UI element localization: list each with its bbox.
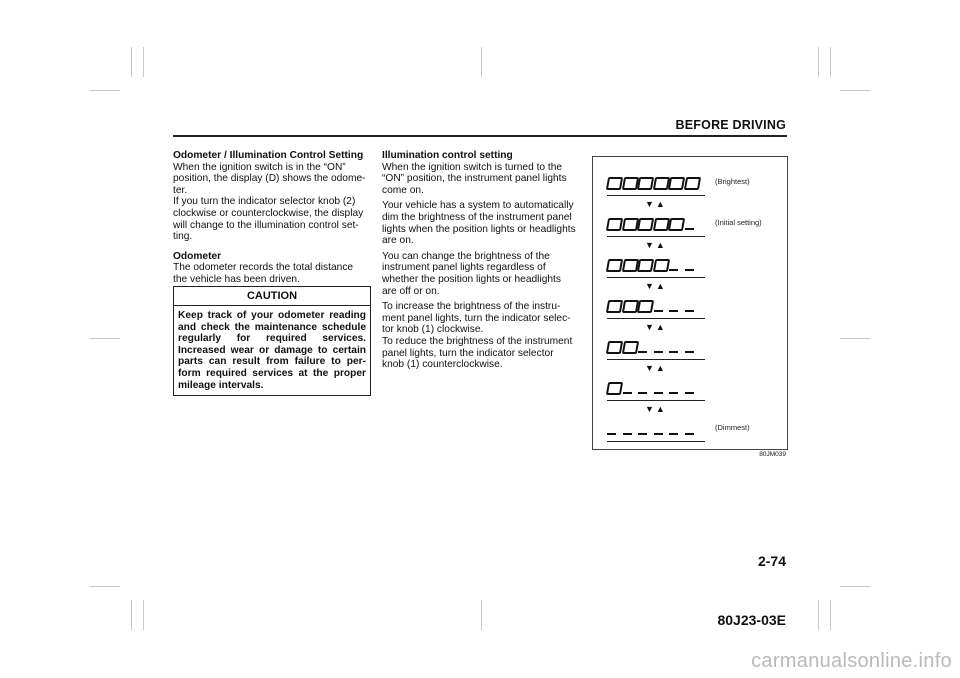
odometer-illumination-heading: Odometer / Illumination Control Setting (173, 150, 364, 161)
segment-filled (668, 177, 685, 190)
paragraph: Your vehicle has a system to automatically dim the brightness of the instrument panel lights when the position lights or headlights are on. (382, 200, 576, 247)
up-down-arrows-icon: ▼▲ (645, 281, 667, 291)
segment-empty (685, 392, 694, 394)
document-code: 80J23-03E (717, 612, 786, 628)
caution-title: CAUTION (174, 287, 370, 306)
segment-filled (606, 218, 623, 231)
segment-empty (654, 351, 663, 353)
up-down-arrows-icon: ▼▲ (645, 240, 667, 250)
segment-filled (637, 177, 654, 190)
watermark: carmanualsonline.info (751, 650, 952, 672)
crop-mark (143, 600, 144, 630)
paragraph: You can change the brightness of the instrument panel lights regardless of whether the position lights or headlights are off or on. (382, 250, 561, 297)
brightness-level-row (607, 339, 703, 359)
segment-filled (668, 218, 685, 231)
left-column (173, 150, 369, 286)
crop-mark (840, 338, 870, 339)
crop-mark (840, 90, 870, 91)
segment-empty (654, 392, 663, 394)
level-rule (607, 441, 705, 442)
segment-empty (669, 310, 678, 312)
segment-empty (623, 433, 632, 435)
segment-filled (606, 259, 623, 272)
brightness-level-row (607, 257, 703, 277)
segment-filled (637, 259, 654, 272)
segment-filled (606, 300, 623, 313)
segment-empty (607, 433, 616, 435)
illumination-heading: Illumination control setting (382, 150, 513, 161)
crop-mark (818, 600, 819, 630)
segment-empty (669, 269, 678, 271)
brightness-level-figure (592, 156, 788, 450)
segment-filled (637, 218, 654, 231)
level-rule (607, 318, 705, 319)
up-down-arrows-icon: ▼▲ (645, 322, 667, 332)
brightness-level-row (607, 298, 703, 318)
level-label: (Dimmest) (715, 423, 750, 432)
segment-filled (637, 300, 654, 313)
level-rule (607, 195, 705, 196)
crop-mark (131, 600, 132, 630)
segment-filled (606, 382, 623, 395)
segment-empty (654, 310, 663, 312)
crop-mark (481, 600, 482, 630)
segment-filled (621, 341, 638, 354)
segment-empty (638, 433, 647, 435)
segment-filled (606, 341, 623, 354)
brightness-level-row (607, 175, 703, 195)
crop-mark (818, 47, 819, 77)
crop-mark (143, 47, 144, 77)
level-rule (607, 277, 705, 278)
up-down-arrows-icon: ▼▲ (645, 363, 667, 373)
brightness-level-row (607, 380, 703, 400)
paragraph: When the ignition switch is in the “ON” position, the display (D) shows the odome- ter. (173, 161, 366, 196)
crop-mark (90, 586, 120, 587)
segment-empty (638, 392, 647, 394)
crop-mark (830, 600, 831, 630)
level-rule (607, 400, 705, 401)
section-title: BEFORE DRIVING (675, 118, 786, 132)
paragraph: The odometer records the total distance the vehicle has been driven. (173, 262, 354, 285)
paragraph: If you turn the indicator selector knob (2) clockwise or counterclockwise, the display will change to the illumination control set- ting. (173, 196, 364, 243)
segment-empty (685, 228, 694, 230)
crop-mark (131, 47, 132, 77)
segment-empty (638, 351, 647, 353)
level-rule (607, 236, 705, 237)
up-down-arrows-icon: ▼▲ (645, 199, 667, 209)
paragraph: When the ignition switch is turned to the “ON” position, the instrument panel lights come on. (382, 161, 567, 196)
segment-empty (685, 433, 694, 435)
page-number: 2-74 (757, 553, 786, 569)
up-down-arrows-icon: ▼▲ (645, 404, 667, 414)
segment-empty (669, 392, 678, 394)
brightness-level-row (607, 421, 703, 441)
segment-filled (606, 177, 623, 190)
brightness-level-row (607, 216, 703, 236)
level-rule (607, 359, 705, 360)
middle-column (382, 150, 578, 371)
segment-empty (669, 351, 678, 353)
segment-empty (685, 269, 694, 271)
header-rule (173, 135, 787, 137)
segment-empty (623, 392, 632, 394)
paragraph: To reduce the brightness of the instrument panel lights, turn the indicator selector knob (1) counterclockwise. (382, 335, 573, 371)
crop-mark (90, 90, 120, 91)
segment-empty (669, 433, 678, 435)
crop-mark (830, 47, 831, 77)
caution-text: Keep track of your odometer reading and check the maintenance schedule regularly for required services. Increased wear or damage to certain parts can result from failure to per- form required services at the proper mileage intervals. (178, 310, 366, 391)
segment-filled (652, 259, 669, 272)
figure-id: 80JM039 (759, 451, 786, 458)
odometer-subheading: Odometer (173, 250, 222, 262)
caution-box (173, 286, 371, 396)
crop-mark (840, 586, 870, 587)
crop-mark (90, 338, 120, 339)
paragraph: To increase the brightness of the instru- ment panel lights, turn the indicator selec- tor knob (1) clockwise. (382, 301, 571, 336)
level-label: (Brightest) (715, 177, 750, 186)
segment-empty (685, 351, 694, 353)
segment-empty (685, 310, 694, 312)
crop-mark (481, 47, 482, 77)
segment-empty (654, 433, 663, 435)
level-label: (Initial setting) (715, 218, 762, 227)
segment-filled (683, 177, 700, 190)
